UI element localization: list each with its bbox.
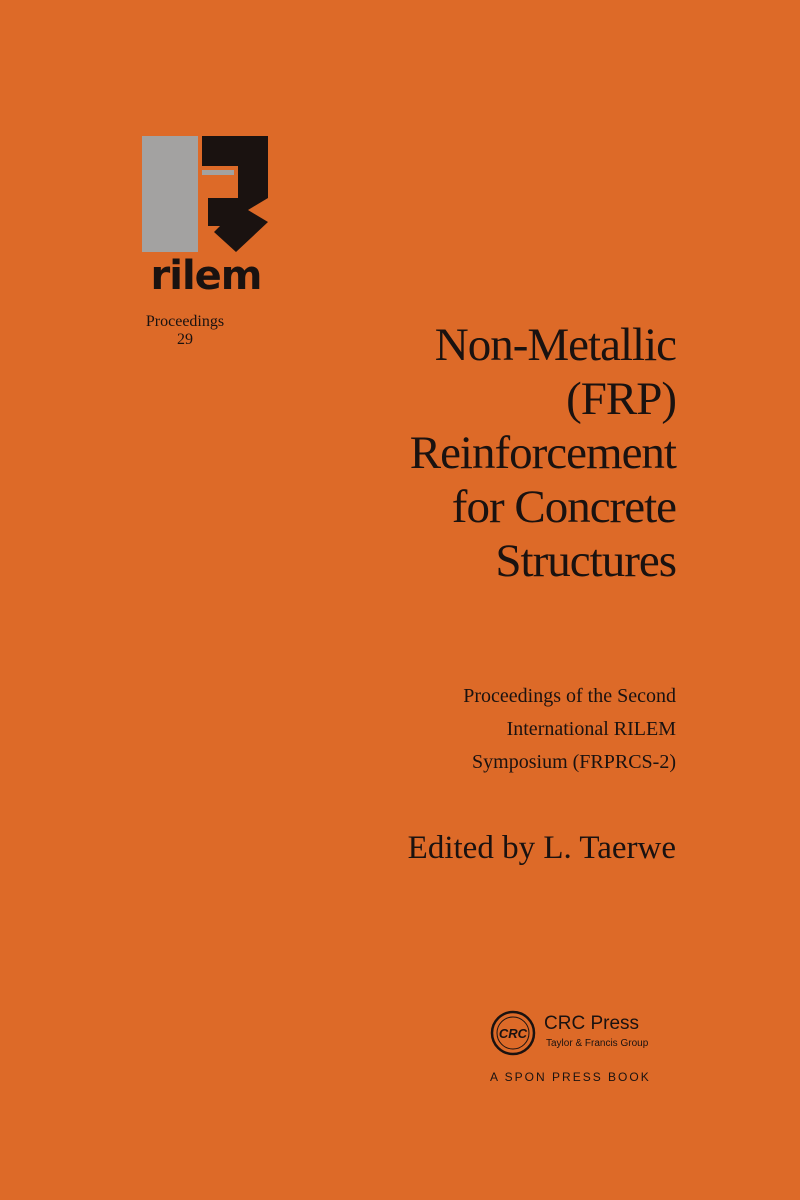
series-label: Proceedings xyxy=(145,313,225,330)
subtitle-line: Symposium (FRPRCS-2) xyxy=(472,751,676,773)
publisher-name: CRC Press xyxy=(544,1013,640,1034)
title-line: Reinforcement xyxy=(409,427,676,479)
title-line: Non-Metallic xyxy=(434,319,676,371)
title-line: (FRP) xyxy=(566,373,676,425)
crc-mark-text: CRC xyxy=(498,1026,528,1041)
rilem-logo-icon xyxy=(140,136,272,256)
crc-logo-icon xyxy=(490,1010,536,1056)
publisher-block xyxy=(490,1010,690,1090)
series-number: 29 xyxy=(177,331,193,348)
rilem-wordmark: rilem xyxy=(150,253,262,299)
title-line: Structures xyxy=(495,535,676,587)
subtitle-line: Proceedings of the Second xyxy=(463,685,676,707)
book-title xyxy=(256,318,676,588)
publisher-group: Taylor & Francis Group xyxy=(546,1038,649,1049)
publisher-imprint: A SPON PRESS BOOK xyxy=(490,1070,651,1084)
series-info xyxy=(120,313,250,349)
title-line: for Concrete xyxy=(451,481,676,533)
subtitle-line: International RILEM xyxy=(506,718,676,740)
book-subtitle xyxy=(276,680,676,779)
rilem-logo xyxy=(140,136,272,298)
editor-credit: Edited by L. Taerwe xyxy=(407,830,676,866)
